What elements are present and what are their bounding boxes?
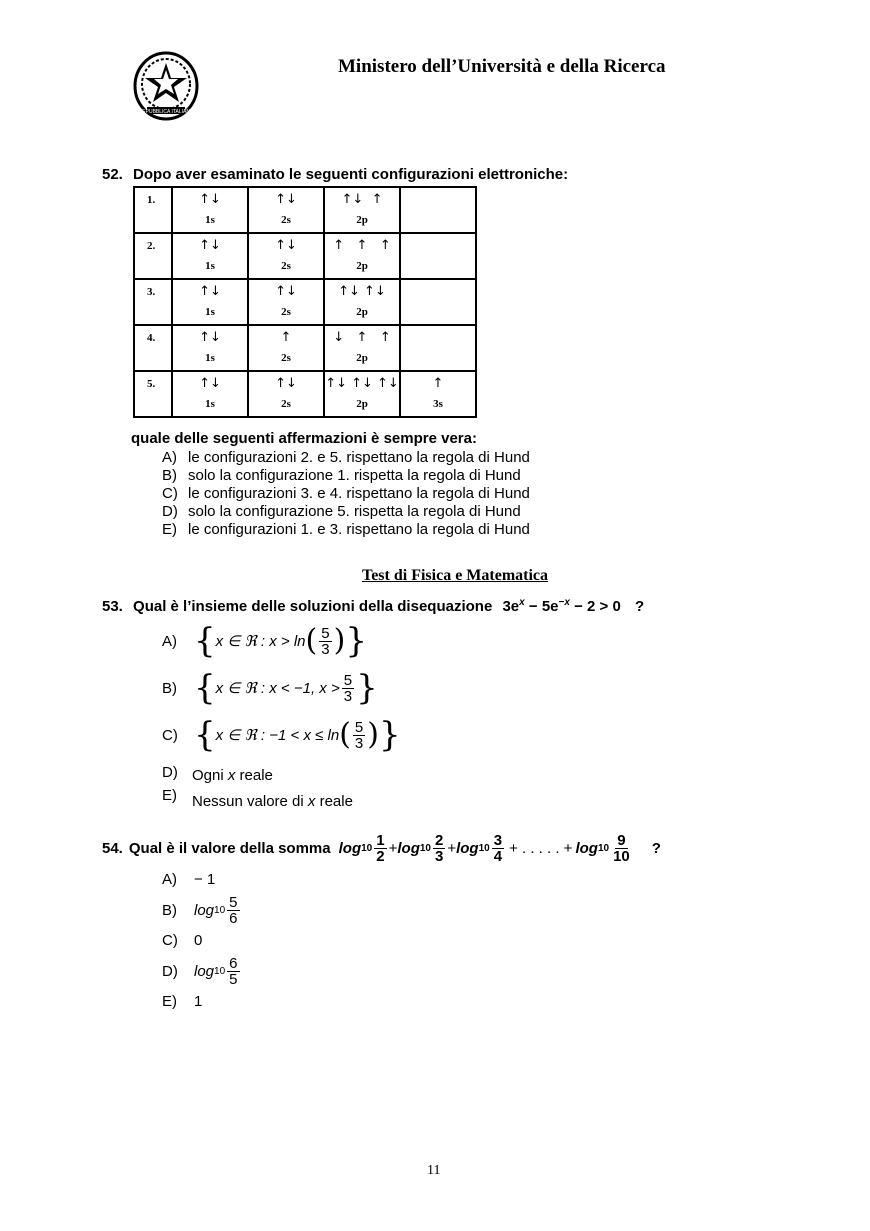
orbital-label: 2s	[281, 352, 291, 364]
list-item[interactable]	[162, 485, 530, 503]
table-row	[134, 371, 476, 417]
table-row	[134, 325, 476, 371]
row-number: 1.	[147, 194, 156, 206]
orbital-label: 2p	[356, 214, 368, 226]
orbital-arrows: ↑	[280, 330, 292, 345]
option-letter: A)	[162, 871, 177, 888]
orbital-label: 1s	[205, 214, 215, 226]
option-expression: x ∈ ℜ : −1 < x ≤ ln	[215, 727, 340, 744]
electron-config-table	[133, 186, 477, 418]
row-number: 2.	[147, 240, 156, 252]
q52-number: 52.	[102, 166, 123, 183]
orbital-arrows: ↑↓	[275, 376, 297, 391]
orbital-arrows: ↑↓	[199, 238, 221, 253]
q53-number: 53.	[102, 598, 123, 615]
orbital-label: 2p	[356, 260, 368, 272]
q53-option-c[interactable]: C) { x ∈ ℜ : −1 < x ≤ ln ( $\frac{5}{3}$ ) }	[162, 715, 401, 755]
answer-letter: B)	[162, 467, 177, 484]
list-item[interactable]	[162, 521, 530, 539]
orbital-label: 3s	[433, 398, 443, 410]
page-number: 11	[427, 1163, 441, 1178]
answer-text: solo la configurazione 1. rispetta la regola di Hund	[188, 467, 521, 484]
orbital-arrows: ↑↓	[199, 376, 221, 391]
q53-stem: Qual è l’insieme delle soluzioni della disequazione	[133, 598, 493, 615]
q53-option-b[interactable]: B) { x ∈ ℜ : x < −1, x > $\frac{5}{3}$ }	[162, 668, 378, 708]
table-row	[134, 233, 476, 279]
orbital-arrows: ↑↓ ↑↓	[338, 284, 386, 299]
answer-letter: D)	[162, 503, 178, 520]
ministry-title: Ministero dell’Università e della Ricerca	[338, 56, 666, 77]
republic-emblem-icon	[133, 51, 199, 121]
answer-text: solo la configurazione 5. rispetta la regola di Hund	[188, 503, 521, 520]
orbital-label: 1s	[205, 352, 215, 364]
q54-stem: Qual è il valore della somma	[128, 839, 331, 857]
orbital-label: 2s	[281, 306, 291, 318]
row-number: 4.	[147, 332, 156, 344]
orbital-arrows: ↑↓ ↑	[341, 192, 383, 207]
q53-option-a[interactable]: A) { x ∈ ℜ : x > ln ( $\frac{5}{3}$ ) }	[162, 621, 367, 661]
answer-text: le configurazioni 3. e 4. rispettano la regola di Hund	[188, 485, 530, 502]
orbital-arrows: ↑ ↑ ↑	[333, 238, 391, 253]
q54-option-b[interactable]: B) log 10 $\frac{5}{6}$	[162, 893, 238, 927]
answer-letter: E)	[162, 521, 177, 538]
option-letter: D)	[162, 962, 178, 980]
orbital-arrows: ↑↓ ↑↓ ↑↓	[325, 376, 399, 391]
orbital-arrows: ↑↓	[275, 238, 297, 253]
q53-header	[102, 597, 644, 615]
orbital-label: 2s	[281, 214, 291, 226]
q53-option-d[interactable]: D) Ogni x reale	[162, 764, 273, 784]
q52-answers	[162, 449, 530, 539]
orbital-label: 2p	[356, 352, 368, 364]
orbital-arrows: ↑↓	[199, 284, 221, 299]
list-item[interactable]	[162, 467, 530, 485]
option-letter: C)	[162, 932, 178, 949]
option-letter: A)	[162, 632, 177, 650]
option-letter: E)	[162, 993, 177, 1010]
orbital-arrows: ↑↓	[199, 330, 221, 345]
orbital-arrows: ↑↓	[275, 284, 297, 299]
orbital-label: 1s	[205, 260, 215, 272]
orbital-label: 2s	[281, 398, 291, 410]
table-row	[134, 187, 476, 233]
orbital-label: 1s	[205, 398, 215, 410]
q54-number: 54.	[102, 839, 123, 857]
option-letter: B)	[162, 901, 177, 919]
q54-option-c[interactable]: C) 0	[162, 932, 203, 949]
list-item[interactable]	[162, 449, 530, 467]
q54-option-a[interactable]: A) − 1	[162, 871, 216, 888]
orbital-arrows: ↑↓	[275, 192, 297, 207]
option-letter: D)	[162, 764, 178, 781]
answer-text: le configurazioni 2. e 5. rispettano la regola di Hund	[188, 449, 530, 466]
answer-text: le configurazioni 1. e 3. rispettano la regola di Hund	[188, 521, 530, 538]
q54-option-e[interactable]: E) 1	[162, 993, 203, 1010]
option-letter: E)	[162, 787, 177, 804]
list-item[interactable]	[162, 503, 530, 521]
svg-text:REPUBBLICA ITALIANA: REPUBBLICA ITALIANA	[138, 109, 194, 115]
section-title: Test di Fisica e Matematica	[362, 567, 549, 584]
q52-stem: Dopo aver esaminato le seguenti configurazioni elettroniche:	[133, 166, 569, 183]
q52-question: quale delle seguenti affermazioni è sempre vera:	[131, 430, 477, 447]
option-letter: C)	[162, 726, 178, 744]
q53-option-e[interactable]: E) Nessun valore di x reale	[162, 787, 353, 810]
q54-option-d[interactable]: D) log 10 $\frac{6}{5}$	[162, 954, 238, 988]
orbital-label: 2p	[356, 306, 368, 318]
orbital-arrows: ↓ ↑ ↑	[333, 330, 391, 345]
orbital-label: 2p	[356, 398, 368, 410]
option-letter: B)	[162, 679, 177, 697]
answer-letter: A)	[162, 449, 177, 466]
orbital-label: 2s	[281, 260, 291, 272]
orbital-label: 1s	[205, 306, 215, 318]
q53-inequality: $3e^x - 5e^{-x} - 2 > 0$	[502, 597, 621, 615]
table-row	[134, 279, 476, 325]
option-expression: x ∈ ℜ : x < −1, x >	[215, 680, 340, 697]
option-expression: x ∈ ℜ : x > ln	[215, 633, 306, 650]
q54-header: 54. Qual è il valore della somma log 10 $\frac{1}{2}$ + log 10 $\frac{2}{3}$ + log 10 $\frac{3}{4}$ + . . . . . + log 10 $\frac{9}{10}$ ?	[102, 831, 661, 865]
orbital-arrows: ↑↓	[199, 192, 221, 207]
row-number: 3.	[147, 286, 156, 298]
orbital-arrows: ↑	[432, 376, 444, 391]
question-mark: ?	[651, 839, 661, 857]
q52-header	[102, 166, 568, 183]
row-number: 5.	[147, 378, 156, 390]
answer-letter: C)	[162, 485, 178, 502]
question-mark: ?	[634, 598, 645, 615]
